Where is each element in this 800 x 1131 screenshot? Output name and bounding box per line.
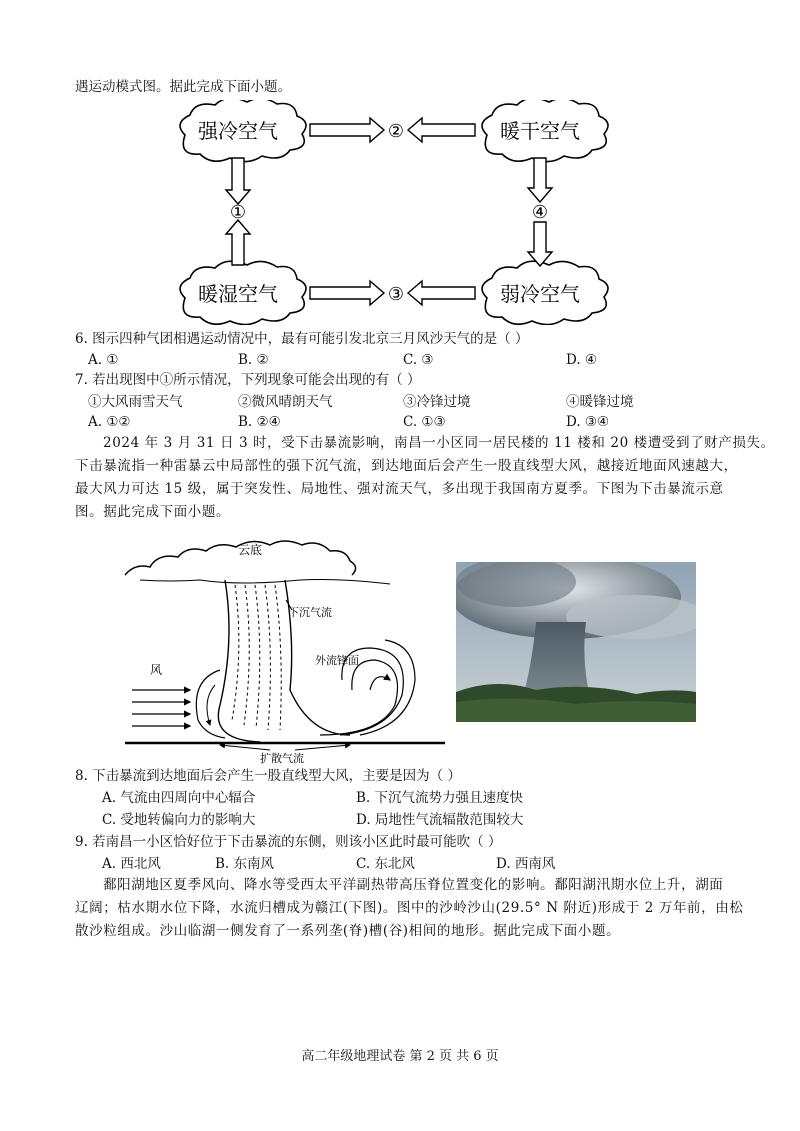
q8-option-a: A. 气流由四周向中心辐合 <box>102 790 256 806</box>
q7-item-3: ③冷锋过境 <box>403 394 471 410</box>
passage-poyang-line-1: 鄱阳湖地区夏季风向、降水等受西太平洋副热带高压脊位置变化的影响。鄱阳湖汛期水位上升，湖面 <box>103 877 724 893</box>
passage-downburst-line-4: 图。据此完成下面小题。 <box>75 504 231 520</box>
label-3: ③ <box>387 284 405 305</box>
passage-downburst <box>75 432 775 524</box>
q8-stem: 8. 下击暴流到达地面后会产生一股直线型大风，主要是因为（ ） <box>75 768 461 784</box>
q6-option-c: C. ③ <box>403 352 434 368</box>
air-mass-diagram <box>170 100 630 325</box>
arrow-top-right-left <box>408 118 475 142</box>
q7-option-a: A. ①② <box>88 414 131 430</box>
q7-item-1: ①大风雨雪天气 <box>88 394 183 410</box>
arrow-top-left-right <box>310 118 384 142</box>
cloud-base-line <box>140 580 390 585</box>
q9-option-d: D. 西南风 <box>496 856 556 872</box>
q8-option-c: C. 受地转偏向力的影响大 <box>102 812 256 828</box>
page-footer: 高二年级地理试卷 第 2 页 共 6 页 <box>301 1049 499 1064</box>
spread-flow-label: 扩散气流 <box>260 752 304 765</box>
q6-stem: 6. 图示四种气团相遇运动情况中，最有可能引发北京三月风沙天气的是（ ） <box>75 331 529 347</box>
q7-option-d: D. ③④ <box>566 414 610 430</box>
arrow-right-down-1 <box>528 158 552 202</box>
air-mass-bottom-left: 暖湿空气 <box>198 282 278 306</box>
downburst-photo <box>456 562 696 722</box>
q8-option-d: D. 局地性气流辐散范围较大 <box>356 812 524 828</box>
passage-downburst-line-2: 下击暴流指一种雷暴云中局部性的强下沉气流，到达地面后会产生一股直线型大风，越接近地面风速越大， <box>75 458 738 474</box>
label-2: ② <box>387 121 405 142</box>
arrow-left-down <box>226 158 250 204</box>
q7-item-2: ②微风晴朗天气 <box>238 394 333 410</box>
air-mass-top-right: 暖干空气 <box>500 119 580 143</box>
arrow-bottom-right-left <box>408 281 475 305</box>
q7-stem: 7. 若出现图中①所示情况，下列现象可能会出现的有（ ） <box>75 372 421 388</box>
downdraft-label: 下沉气流 <box>288 606 332 619</box>
q7-option-b: B. ②④ <box>238 414 281 430</box>
q6-option-a: A. ① <box>88 352 119 368</box>
arrow-right-down-2 <box>528 222 552 266</box>
downburst-diagram <box>120 530 455 765</box>
q6-option-b: B. ② <box>238 352 269 368</box>
q6-option-d: D. ④ <box>566 352 598 368</box>
cloud-base-label: 云底 <box>238 543 263 557</box>
intro-line: 遇运动模式图。据此完成下面小题。 <box>75 79 291 95</box>
passage-poyang <box>75 874 755 943</box>
passage-downburst-line-3: 最大风力可达 15 级，属于突发性、局地性、强对流天气，多出现于我国南方夏季。下图为下击暴流示意 <box>75 481 724 497</box>
passage-downburst-line-1: 2024 年 3 月 31 日 3 时，受下击暴流影响，南昌一小区同一居民楼的 11 楼和 20 楼遭受到了财产损失。 <box>103 435 775 451</box>
q9-option-a: A. 西北风 <box>102 856 161 872</box>
arrow-left-up <box>226 220 250 265</box>
wind-label: 风 <box>150 663 163 677</box>
q7-option-c: C. ①③ <box>403 414 446 430</box>
q9-option-b: B. 东南风 <box>215 856 275 872</box>
q9-stem: 9. 若南昌一小区恰好位于下击暴流的东侧，则该小区此时最可能吹（ ） <box>75 834 502 850</box>
air-mass-top-left: 强冷空气 <box>198 119 278 143</box>
q8-option-b: B. 下沉气流势力强且速度快 <box>356 790 524 806</box>
label-4: ④ <box>531 202 549 223</box>
q9-option-c: C. 东北风 <box>356 856 415 872</box>
label-1: ① <box>229 202 247 223</box>
passage-poyang-line-2: 辽阔；枯水期水位下降，水流归槽成为赣江(下图)。图中的沙岭沙山(29.5° N 附近)形成于 2 万年前，由松 <box>75 900 744 916</box>
q7-item-4: ④暖锋过境 <box>566 394 634 410</box>
passage-poyang-line-3: 散沙粒组成。沙山临湖一侧发育了一系列垄(脊)槽(谷)相间的地形。据此完成下面小题。 <box>75 923 621 939</box>
arrow-bottom-left-right <box>310 281 384 305</box>
air-mass-bottom-right: 弱冷空气 <box>500 282 580 306</box>
outflow-front-label: 外流锋面 <box>315 654 359 667</box>
